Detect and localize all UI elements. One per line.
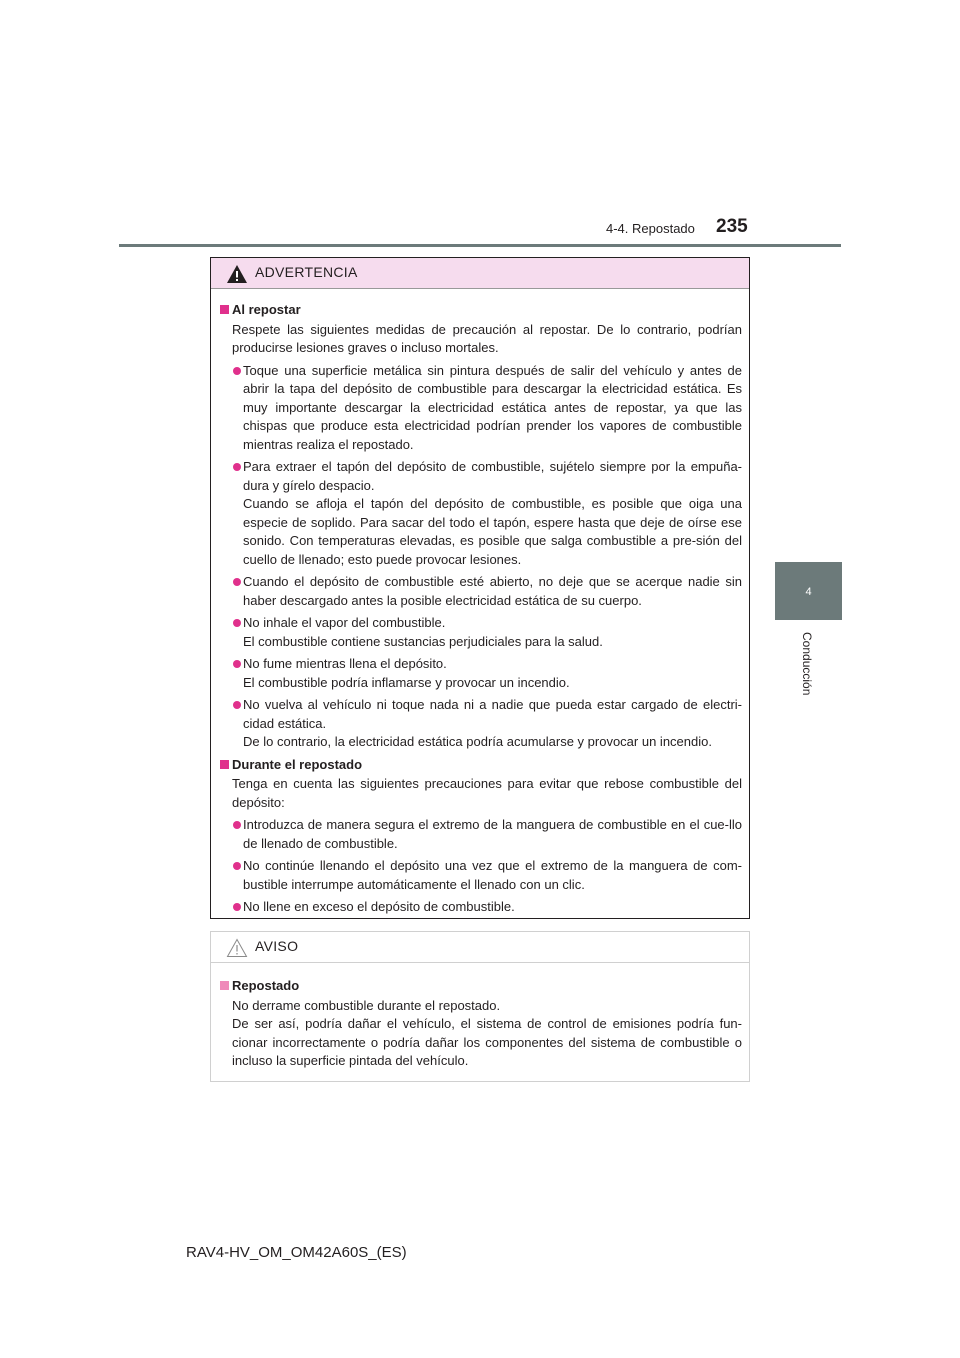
chapter-tab <box>775 562 842 620</box>
notice-heading: Repostado <box>220 977 742 996</box>
square-bullet-icon <box>220 760 229 769</box>
round-bullet-icon <box>233 903 241 911</box>
caution-triangle-outline-icon <box>226 938 248 958</box>
notice-title: AVISO <box>255 938 299 954</box>
page-number: 235 <box>716 216 748 237</box>
warning-section-heading: Al repostar <box>220 301 742 320</box>
notice-box <box>210 931 750 1082</box>
warning-box <box>210 257 750 919</box>
round-bullet-icon <box>233 367 241 375</box>
round-bullet-icon <box>233 821 241 829</box>
document-code: RAV4-HV_OM_OM42A60S_(ES) <box>186 1244 407 1261</box>
list-item: No fume mientras llena el depósito. El combustible podría inflamarse y provocar un incendio. <box>220 655 742 692</box>
list-item: Cuando el depósito de combustible esté abierto, no deje que se acerque nadie sin haber descargado antes la posible electricidad estática de su cuerpo. <box>220 573 742 610</box>
square-bullet-icon <box>220 305 229 314</box>
warning-section-heading: Durante el repostado <box>220 756 742 775</box>
square-bullet-icon <box>220 981 229 990</box>
round-bullet-icon <box>233 578 241 586</box>
warning-title: ADVERTENCIA <box>255 264 358 280</box>
warning-section-intro: Tenga en cuenta las siguientes precauciones para evitar que rebose combustible del depósito: <box>232 776 742 810</box>
list-item: No llene en exceso el depósito de combustible. <box>220 898 742 917</box>
warning-body <box>211 289 749 917</box>
notice-header <box>211 932 749 963</box>
notice-text: No derrame combustible durante el repostado. De ser así, podría dañar el vehículo, el sistema de control de emisiones podría fun-cionar incorrectamente o podría dañar los componentes del sistema de combustible o incluso la superficie pintada del vehículo. <box>232 997 742 1068</box>
list-item: Toque una superficie metálica sin pintura después de salir del vehículo y antes de abrir la tapa del depósito de combustible para descargar la electricidad estática. Es muy importante descargar la electricidad estática antes de repostar, ya que las chispas que produce esta electricidad podrían prender los vapores de combustible mientras realiza el repostado. <box>220 362 742 455</box>
round-bullet-icon <box>233 619 241 627</box>
round-bullet-icon <box>233 862 241 870</box>
round-bullet-icon <box>233 660 241 668</box>
header-rule <box>119 244 841 247</box>
round-bullet-icon <box>233 701 241 709</box>
section-title: 4-4. Repostado <box>606 221 695 236</box>
list-item: No inhale el vapor del combustible. El combustible contiene sustancias perjudiciales para la salud. <box>220 614 742 651</box>
notice-body <box>211 963 749 1071</box>
list-item: No vuelva al vehículo ni toque nada ni a nadie que pueda estar cargado de electri-cidad estática. De lo contrario, la electricidad estática podría acumularse y provocar un incendio. <box>220 696 742 752</box>
list-item: No continúe llenando el depósito una vez que el extremo de la manguera de com-bustible interrumpe automáticamente el llenado con un clic. <box>220 857 742 894</box>
warning-triangle-icon <box>226 264 248 284</box>
round-bullet-icon <box>233 463 241 471</box>
list-item: Introduzca de manera segura el extremo de la manguera de combustible en el cue-llo de llenado de combustible. <box>220 816 742 853</box>
warning-header <box>211 258 749 289</box>
chapter-tab-number: 4 <box>805 586 812 598</box>
list-item: Para extraer el tapón del depósito de combustible, sujételo siempre por la empuña-dura y gírelo despacio. Cuando se afloja el tapón del depósito de combustible, es posible que oiga una especie de soplido. Para sacar del todo el tapón, espere hasta que deje de oírse ese sonido. Con temperaturas elevadas, es posible que salga combustible a pre-sión del cuello de llenado; esto puede provocar lesiones. <box>220 458 742 569</box>
warning-section-intro: Respete las siguientes medidas de precaución al repostar. De lo contrario, podrían producirse lesiones graves o incluso mortales. <box>232 321 742 355</box>
chapter-label: Conducción <box>800 632 814 696</box>
